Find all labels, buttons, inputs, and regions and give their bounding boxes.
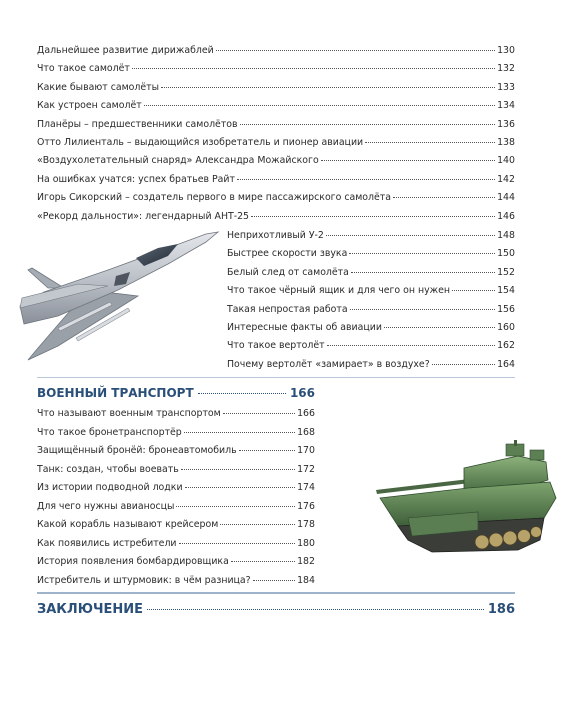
toc-entry-page: 156 [497, 303, 515, 315]
toc-entry [37, 174, 515, 186]
toc-entry [227, 248, 515, 260]
toc-entry [37, 538, 315, 550]
dot-leader [176, 506, 295, 507]
toc-entry-page: 166 [297, 408, 315, 419]
dot-leader [251, 216, 495, 217]
conclusion-title: ЗАКЛЮЧЕНИЕ [37, 602, 144, 617]
toc-entry [37, 445, 315, 457]
dot-leader [384, 327, 495, 328]
jet-fighter-illustration [18, 228, 223, 368]
toc-entry [37, 119, 515, 131]
dot-leader [231, 561, 295, 562]
toc-entry-page: 140 [497, 155, 515, 167]
dot-leader [132, 68, 495, 69]
military-section-page: 166 [289, 386, 315, 400]
conclusion-page: 186 [487, 602, 515, 617]
toc-entry [227, 267, 515, 279]
toc-entry-title: Какой корабль называют крейсером [37, 519, 219, 530]
toc-entry [37, 408, 315, 420]
toc-entry-page: 178 [297, 519, 315, 530]
conclusion-heading [37, 602, 515, 617]
toc-entry-page: 168 [297, 426, 315, 438]
military-section-title: ВОЕННЫЙ ТРАНСПОРТ [37, 386, 194, 400]
toc-entry-page: 164 [497, 358, 515, 370]
toc-entry-title: Такая непростая работа [227, 303, 348, 315]
toc-entry-title: Защищённый бронёй: бронеавтомобиль [37, 445, 237, 456]
toc-entry-page: 152 [497, 266, 515, 278]
toc-entry-title: Танк: создан, чтобы воевать [37, 463, 179, 475]
dot-leader [147, 609, 484, 610]
toc-entry [37, 63, 515, 75]
toc-entry-page: 142 [497, 173, 515, 185]
dot-leader [185, 487, 296, 488]
dot-leader [198, 393, 286, 394]
toc-entry-page: 170 [297, 445, 315, 456]
toc-entry-title: Что такое самолёт [37, 63, 130, 75]
toc-entry-title: На ошибках учатся: успех братьев Райт [37, 173, 235, 185]
toc-entry-title: Планёры – предшественники самолётов [37, 118, 238, 130]
toc-entry [227, 230, 515, 242]
toc-entry-page: 180 [297, 537, 315, 549]
toc-entry [227, 340, 515, 352]
toc-entry-title: Как устроен самолёт [37, 100, 142, 112]
toc-entry-title: Что такое вертолёт [227, 340, 325, 352]
toc-entry-page: 148 [497, 230, 515, 241]
dot-leader [179, 543, 296, 544]
toc-entry [227, 322, 515, 334]
dot-leader [351, 272, 495, 273]
dot-leader [144, 105, 495, 106]
dot-leader [253, 580, 295, 581]
toc-entry [37, 519, 315, 531]
toc-entry [37, 501, 315, 513]
toc-entry [37, 464, 315, 476]
toc-entry-title: Что такое бронетранспортёр [37, 426, 182, 438]
toc-entry [37, 45, 515, 57]
toc-entry-title: Какие бывают самолёты [37, 81, 160, 93]
toc-entry-page: 160 [497, 322, 515, 333]
dot-leader [161, 87, 495, 88]
dot-leader [223, 413, 295, 414]
dot-leader [220, 524, 295, 525]
toc-entry-title: Отто Лилиенталь – выдающийся изобретатель и пионер авиации [37, 137, 364, 148]
toc-entry [37, 82, 515, 94]
dot-leader [326, 235, 495, 236]
toc-entry-title: Как появились истребители [37, 537, 177, 549]
toc-entry-page: 172 [297, 463, 315, 475]
section-divider-top [37, 377, 515, 378]
toc-entry-page: 132 [497, 63, 515, 75]
toc-entry [37, 575, 315, 587]
dot-leader [393, 197, 495, 198]
toc-entry-title: Быстрее скорости звука [227, 248, 348, 260]
toc-entry-title: «Воздухолетательный снаряд» Александра Можайского [37, 155, 319, 167]
toc-entry-page: 136 [497, 118, 515, 130]
dot-leader [321, 160, 495, 161]
toc-entry-title: История появления бомбардировщика [37, 556, 229, 567]
toc-entry [37, 427, 315, 439]
toc-entry-page: 176 [297, 500, 315, 512]
toc-entry-title: Почему вертолёт «замирает» в воздухе? [227, 358, 430, 370]
toc-entry [227, 304, 515, 316]
dot-leader [181, 469, 295, 470]
toc-entry-page: 162 [497, 340, 515, 352]
toc-entry-title: Истребитель и штурмовик: в чём разница? [37, 574, 251, 586]
toc-entry-title: Игорь Сикорский – создатель первого в мире пассажирского самолёта [37, 192, 392, 204]
section-divider-bottom [37, 592, 515, 594]
toc-entry [37, 100, 515, 112]
dot-leader [240, 124, 496, 125]
toc-entry [37, 155, 515, 167]
toc-entry [37, 556, 315, 568]
toc-entry-title: «Рекорд дальности»: легендарный АНТ-25 [37, 210, 250, 222]
toc-entry-page: 154 [497, 285, 515, 297]
dot-leader [349, 253, 495, 254]
toc-entry-page: 130 [497, 45, 515, 56]
tank-illustration [368, 440, 558, 560]
dot-leader [184, 432, 295, 433]
toc-entry-page: 150 [497, 248, 515, 260]
dot-leader [365, 142, 495, 143]
dot-leader [452, 290, 495, 291]
dot-leader [350, 309, 495, 310]
toc-entry-title: Дальнейшее развитие дирижаблей [37, 45, 214, 56]
toc-entry [37, 192, 515, 204]
toc-entry-title: Из истории подводной лодки [37, 482, 183, 493]
toc-entry-page: 138 [497, 137, 515, 148]
toc-entry-title: Белый след от самолёта [227, 266, 349, 278]
dot-leader [216, 50, 495, 51]
toc-entry-page: 174 [297, 482, 315, 493]
military-section-heading [37, 386, 315, 400]
toc-entry-title: Интересные факты об авиации [227, 322, 382, 333]
toc-entry-page: 144 [497, 192, 515, 204]
toc-entry-title: Для чего нужны авианосцы [37, 500, 175, 512]
toc-entry-page: 133 [497, 81, 515, 93]
dot-leader [432, 364, 495, 365]
toc-entry [37, 482, 315, 494]
dot-leader [327, 345, 495, 346]
toc-entry-title: Что называют военным транспортом [37, 408, 221, 419]
toc-entry-page: 134 [497, 100, 515, 112]
toc-entry [227, 285, 515, 297]
dot-leader [239, 450, 295, 451]
toc-entry-page: 184 [297, 574, 315, 586]
dot-leader [237, 179, 495, 180]
toc-entry-page: 182 [297, 556, 315, 567]
toc-entry-page: 146 [497, 210, 515, 222]
toc-entry [37, 211, 515, 223]
toc-entry [37, 137, 515, 149]
toc-entry-title: Что такое чёрный ящик и для чего он нужен [227, 285, 451, 297]
toc-entry [227, 359, 515, 371]
toc-entry-title: Неприхотливый У-2 [227, 230, 324, 241]
